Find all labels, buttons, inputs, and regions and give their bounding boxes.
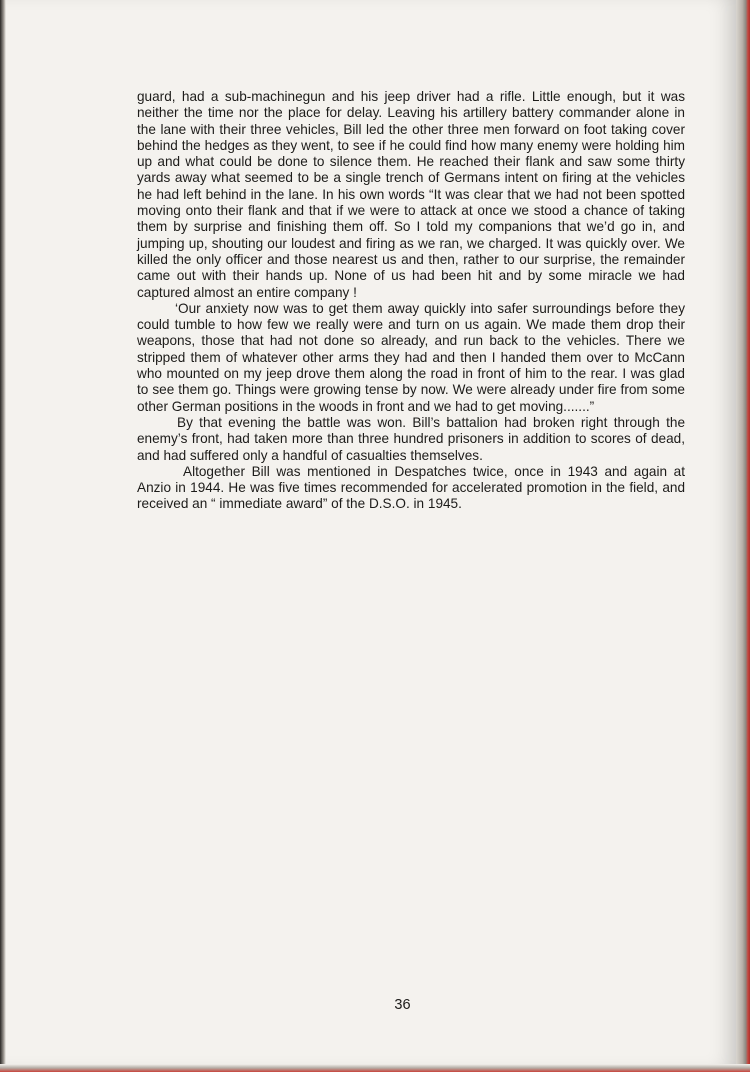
paragraph: By that evening the battle was won. Bill’s battalion had broken right through the enemy’s front, had taken more than three hundred prisoners in addition to scores of dead, and had suffered only a handful of casualties themselves.	[137, 414, 685, 463]
paragraph: guard, had a sub-machinegun and his jeep driver had a rifle. Little enough, but it was neither the time nor the place for delay. Leaving his artillery battery commander alone in the lane with their three vehicles, Bill led the other three men forward on foot taking cover behind the hedges as they went, to see if he could find how many enemy were holding him up and what could be done to silence them. He reached their flank and saw some thirty yards away what seemed to be a single trench of Germans intent on firing at the vehicles he had left behind in the lane. In his own words “It was clear that we had not been spotted moving onto their flank and that if we were to attack at once we stood a chance of taking them by surprise and finishing them off. So I told my companions that we’d go in, and jumping up, shouting our loudest and firing as we ran, we charged. It was quickly over. We killed the only officer and those nearest us and then, rather to our surprise, the remainder came out with their hands up. None of us had been hit and by some miracle we had captured almost an entire company !	[137, 89, 685, 300]
paragraph: ‘Our anxiety now was to get them away quickly into safer surroundings before they could tumble to how few we really were and turn on us again. We made them drop their weapons, those that had not done so already, and run back to the vehicles. There we stripped them of whatever other arms they had and then I handed them over to McCann who mounted on my jeep drove them along the road in front of him to the rear. I was glad to see them go. Things were growing tense by now. We were already under fire from some other German positions in the woods in front and we had to get moving.......”	[137, 300, 685, 414]
page-number: 36	[394, 997, 411, 1013]
book-edge-right	[736, 0, 750, 1072]
paragraph: Altogether Bill was mentioned in Despatches twice, once in 1943 and again at Anzio in 1944. He was five times recommended for accelerated promotion in the field, and received an “ immediate award” of the D.S.O. in 1945.	[137, 463, 685, 512]
book-edge-bottom	[0, 1064, 750, 1072]
page-gutter-shadow	[0, 0, 6, 1072]
body-text	[137, 89, 685, 513]
